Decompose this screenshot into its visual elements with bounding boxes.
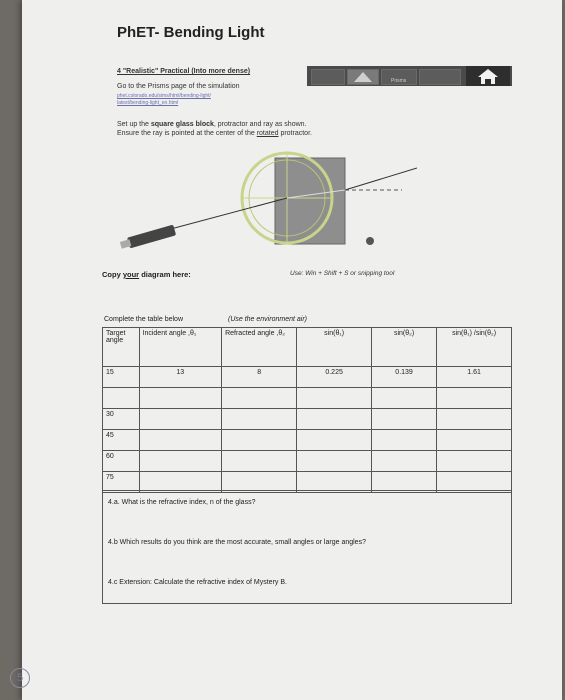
cell-ratio[interactable] bbox=[437, 451, 512, 472]
page-title: PhET- Bending Light bbox=[117, 24, 265, 41]
home-button bbox=[466, 66, 510, 86]
cell-ratio[interactable] bbox=[437, 409, 512, 430]
cell-refracted[interactable] bbox=[222, 451, 297, 472]
block-rotate-handle bbox=[366, 237, 374, 245]
simulation-link-line-2[interactable]: latest/bending-light_en.html bbox=[117, 100, 179, 106]
table-caption-environment: (Use the environment air) bbox=[228, 316, 307, 323]
header-refracted-angle: Refracted angle ,θ₂ bbox=[222, 328, 297, 367]
square-glass-block bbox=[275, 158, 345, 244]
cell-sin-refracted[interactable] bbox=[371, 409, 436, 430]
cell-incident[interactable] bbox=[139, 451, 222, 472]
home-icon bbox=[466, 66, 510, 86]
question-4a: 4.a. What is the refractive index, n of the glass? bbox=[108, 499, 256, 506]
ensure-instruction: Ensure the ray is pointed at the center of the rotated protractor. bbox=[117, 130, 312, 137]
cell-sin-refracted[interactable] bbox=[371, 430, 436, 451]
cell-ratio[interactable] bbox=[437, 430, 512, 451]
goto-instruction: Go to the Prisms page of the simulation bbox=[117, 83, 240, 90]
cell-refracted[interactable] bbox=[222, 430, 297, 451]
table-row bbox=[103, 367, 512, 388]
cell-sin-refracted[interactable] bbox=[371, 451, 436, 472]
setup-instruction: Set up the square glass block, protractor and ray as shown. bbox=[117, 121, 307, 128]
section-title: 4 "Realistic" Practical (Into more dense) bbox=[117, 68, 251, 75]
cell-sin-incident[interactable]: 0.225 bbox=[297, 367, 372, 388]
table-spacer-row bbox=[103, 388, 512, 409]
table-row bbox=[103, 451, 512, 472]
copy-diagram-label: Copy your diagram here: bbox=[102, 270, 191, 279]
question-4b: 4.b Which results do you think are the most accurate, small angles or large angles? bbox=[108, 539, 366, 546]
cell-refracted[interactable] bbox=[222, 409, 297, 430]
cell-target: 75 bbox=[103, 472, 140, 493]
cell-incident[interactable] bbox=[139, 430, 222, 451]
table-row bbox=[103, 409, 512, 430]
header-target-angle: Target angle bbox=[103, 328, 140, 367]
cell-target: 30 bbox=[103, 409, 140, 430]
header-sin-incident: sin(θ₁) bbox=[297, 328, 372, 367]
simulation-link-line-1[interactable]: phet.colorado.edu/sims/html/bending-light/ bbox=[117, 93, 211, 99]
cell-incident[interactable] bbox=[139, 409, 222, 430]
question-4c: 4.c Extension: Calculate the refractive index of Mystery B. bbox=[108, 579, 287, 586]
header-sin-refracted: sin(θ₂) bbox=[371, 328, 436, 367]
prism-icon bbox=[348, 70, 378, 84]
cell-target: 60 bbox=[103, 451, 140, 472]
cell-target: 15 bbox=[103, 367, 140, 388]
results-table bbox=[102, 327, 512, 493]
worksheet-page bbox=[22, 0, 562, 700]
exit-ray bbox=[345, 168, 417, 190]
cell-sin-incident[interactable] bbox=[297, 430, 372, 451]
table-header-row bbox=[103, 328, 512, 367]
incident-ray bbox=[167, 198, 287, 230]
laser-pointer bbox=[119, 225, 176, 251]
header-ratio: sin(θ₁) /sin(θ₂) bbox=[437, 328, 512, 367]
cell-sin-refracted[interactable]: 0.139 bbox=[371, 367, 436, 388]
cell-sin-incident[interactable] bbox=[297, 451, 372, 472]
toolbar-tab-extra-icon bbox=[419, 69, 461, 85]
cell-target: 45 bbox=[103, 430, 140, 451]
header-incident-angle: Incident angle ,θ₁ bbox=[139, 328, 222, 367]
toolbar-tab-intro-icon bbox=[311, 69, 345, 85]
snipping-hint: Use: Win + Shift + S or snipping tool bbox=[290, 270, 395, 277]
table-caption: Complete the table below bbox=[104, 316, 183, 323]
page-number: 5 bbox=[10, 668, 30, 688]
cell-refracted[interactable]: 8 bbox=[222, 367, 297, 388]
cell-sin-incident[interactable] bbox=[297, 409, 372, 430]
cell-incident[interactable]: 13 bbox=[139, 367, 222, 388]
table-row bbox=[103, 430, 512, 451]
phet-toolbar-screenshot bbox=[307, 66, 512, 86]
toolbar-tab-prisms-icon bbox=[347, 69, 379, 85]
simulation-diagram bbox=[117, 148, 417, 258]
questions-box bbox=[102, 490, 512, 604]
toolbar-tab-prisms-label: Prisms bbox=[391, 78, 407, 84]
cell-ratio[interactable]: 1.61 bbox=[437, 367, 512, 388]
